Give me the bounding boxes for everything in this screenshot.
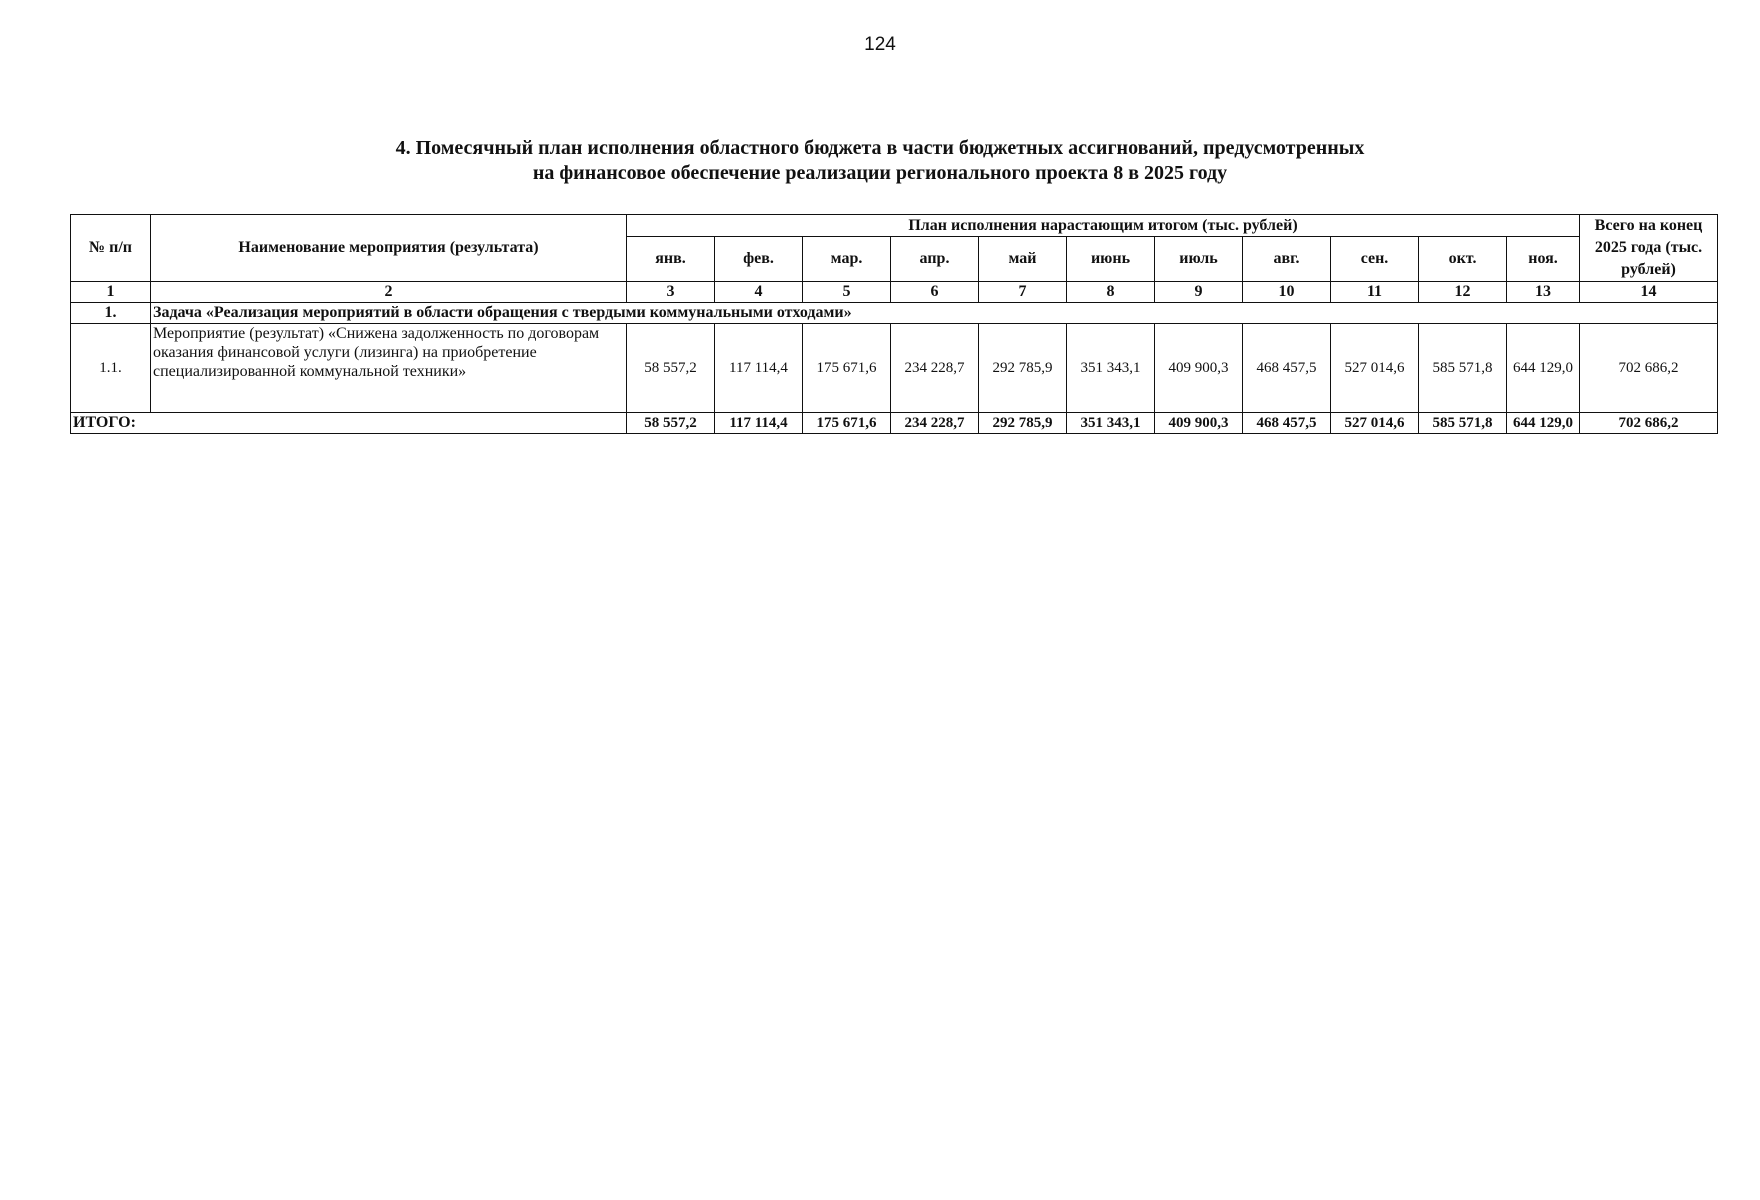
item-value: 644 129,0 [1507, 324, 1580, 413]
item-value: 117 114,4 [715, 324, 803, 413]
column-number: 5 [803, 282, 891, 303]
item-value: 585 571,8 [1419, 324, 1507, 413]
header-month: май [979, 237, 1067, 282]
totals-value: 58 557,2 [627, 413, 715, 434]
header-plan: План исполнения нарастающим итогом (тыс. рублей) [627, 215, 1580, 237]
document-title [0, 136, 1760, 186]
item-value: 58 557,2 [627, 324, 715, 413]
budget-plan-table [70, 214, 1718, 434]
column-number: 1 [71, 282, 151, 303]
header-row-top [71, 215, 1718, 237]
totals-value: 351 343,1 [1067, 413, 1155, 434]
totals-value: 468 457,5 [1243, 413, 1331, 434]
totals-value: 292 785,9 [979, 413, 1067, 434]
item-value: 175 671,6 [803, 324, 891, 413]
header-month: июнь [1067, 237, 1155, 282]
header-no: № п/п [71, 215, 151, 282]
task-row [71, 303, 1718, 324]
header-month: сен. [1331, 237, 1419, 282]
item-value: 292 785,9 [979, 324, 1067, 413]
column-number: 10 [1243, 282, 1331, 303]
item-row [71, 324, 1718, 413]
column-number: 9 [1155, 282, 1243, 303]
item-value: 468 457,5 [1243, 324, 1331, 413]
title-line-2: на финансовое обеспечение реализации регионального проекта 8 в 2025 году [532, 162, 1228, 184]
item-value: 234 228,7 [891, 324, 979, 413]
header-name: Наименование мероприятия (результата) [151, 215, 627, 282]
item-text: Мероприятие (результат) «Снижена задолженность по договорам оказания финансовой услуги (лизинга) на приобретение специализированной коммунальной техники» [151, 324, 627, 413]
column-number: 3 [627, 282, 715, 303]
header-month: ноя. [1507, 237, 1580, 282]
header-total: Всего на конец 2025 года (тыс. рублей) [1580, 215, 1718, 282]
header-month: янв. [627, 237, 715, 282]
column-number: 6 [891, 282, 979, 303]
page-number: 124 [864, 34, 896, 55]
header-month: апр. [891, 237, 979, 282]
item-total: 702 686,2 [1580, 324, 1718, 413]
header-month: фев. [715, 237, 803, 282]
item-value: 409 900,3 [1155, 324, 1243, 413]
item-value: 527 014,6 [1331, 324, 1419, 413]
totals-label: ИТОГО: [71, 413, 627, 434]
totals-value: 409 900,3 [1155, 413, 1243, 434]
title-line-1: 4. Помесячный план исполнения областного бюджета в части бюджетных ассигнований, предусмотренных [395, 137, 1365, 159]
column-number: 13 [1507, 282, 1580, 303]
column-number: 8 [1067, 282, 1155, 303]
totals-value: 527 014,6 [1331, 413, 1419, 434]
column-number: 14 [1580, 282, 1718, 303]
totals-value: 117 114,4 [715, 413, 803, 434]
task-no: 1. [71, 303, 151, 324]
header-month: июль [1155, 237, 1243, 282]
column-numbers-row [71, 282, 1718, 303]
item-value: 351 343,1 [1067, 324, 1155, 413]
totals-row [71, 413, 1718, 434]
column-number: 2 [151, 282, 627, 303]
header-month: авг. [1243, 237, 1331, 282]
column-number: 4 [715, 282, 803, 303]
column-number: 12 [1419, 282, 1507, 303]
column-number: 11 [1331, 282, 1419, 303]
task-text: Задача «Реализация мероприятий в области обращения с твердыми коммунальными отходами» [151, 303, 1718, 324]
header-month: мар. [803, 237, 891, 282]
header-month: окт. [1419, 237, 1507, 282]
totals-value: 175 671,6 [803, 413, 891, 434]
totals-value: 234 228,7 [891, 413, 979, 434]
totals-grand-total: 702 686,2 [1580, 413, 1718, 434]
column-number: 7 [979, 282, 1067, 303]
item-no: 1.1. [71, 324, 151, 413]
totals-value: 644 129,0 [1507, 413, 1580, 434]
totals-value: 585 571,8 [1419, 413, 1507, 434]
